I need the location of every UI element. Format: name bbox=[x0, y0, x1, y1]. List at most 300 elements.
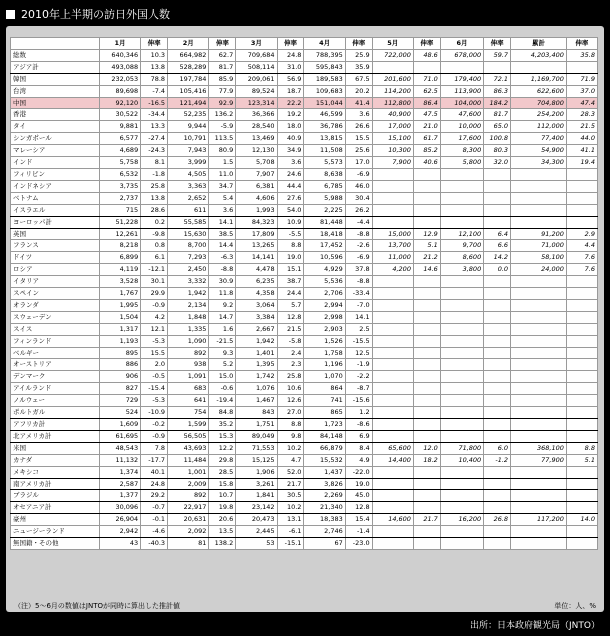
table-cell bbox=[413, 216, 440, 228]
row-label: 豪州 bbox=[11, 514, 100, 526]
table-cell: 56,505 bbox=[168, 430, 209, 442]
table-cell: 8.8 bbox=[277, 240, 304, 252]
table-cell: 18.0 bbox=[277, 121, 304, 133]
table-cell bbox=[566, 276, 597, 288]
table-cell: 11,000 bbox=[372, 252, 413, 264]
table-cell: 27.6 bbox=[277, 192, 304, 204]
table-cell: 5,988 bbox=[304, 192, 345, 204]
table-row bbox=[11, 204, 598, 216]
table-cell: 21.5 bbox=[277, 323, 304, 335]
row-label: 無国籍・その他 bbox=[11, 538, 100, 550]
table-cell bbox=[511, 61, 567, 73]
table-cell: 25.8 bbox=[141, 180, 168, 192]
table-cell bbox=[372, 192, 413, 204]
table-cell: -8.8 bbox=[209, 264, 236, 276]
table-cell: 729 bbox=[99, 395, 140, 407]
table-cell: 2,092 bbox=[168, 526, 209, 538]
table-cell: 1,758 bbox=[304, 347, 345, 359]
table-cell bbox=[566, 61, 597, 73]
table-cell: 641 bbox=[168, 395, 209, 407]
table-cell: 1,751 bbox=[236, 419, 277, 431]
table-cell: 1,942 bbox=[236, 335, 277, 347]
table-cell: 15,100 bbox=[372, 133, 413, 145]
table-row bbox=[11, 359, 598, 371]
table-cell bbox=[566, 538, 597, 550]
table-cell: -6.3 bbox=[209, 252, 236, 264]
table-cell: 67 bbox=[304, 538, 345, 550]
table-cell: 38.5 bbox=[209, 228, 236, 240]
table-cell bbox=[484, 192, 511, 204]
table-cell: 13.8 bbox=[141, 192, 168, 204]
table-row bbox=[11, 49, 598, 61]
table-cell bbox=[511, 383, 567, 395]
table-cell: 3.6 bbox=[209, 204, 236, 216]
table-cell: -10.9 bbox=[141, 407, 168, 419]
table-cell: 254,200 bbox=[511, 109, 567, 121]
table-cell: -7.0 bbox=[345, 299, 372, 311]
table-cell: 36,366 bbox=[236, 109, 277, 121]
table-cell: 1,599 bbox=[168, 419, 209, 431]
row-label: ベトナム bbox=[11, 192, 100, 204]
table-cell: 664,982 bbox=[168, 49, 209, 61]
table-cell bbox=[566, 347, 597, 359]
table-cell: 1,317 bbox=[99, 323, 140, 335]
table-cell bbox=[372, 407, 413, 419]
table-cell: -5.3 bbox=[141, 335, 168, 347]
table-cell: 5,800 bbox=[440, 157, 483, 169]
table-cell: 184.2 bbox=[484, 97, 511, 109]
row-label: アイルランド bbox=[11, 383, 100, 395]
table-cell: 12.0 bbox=[413, 442, 440, 454]
table-cell bbox=[484, 538, 511, 550]
row-label: ロシア bbox=[11, 264, 100, 276]
table-cell: 72.1 bbox=[484, 73, 511, 85]
table-cell: 26.2 bbox=[345, 204, 372, 216]
table-cell: 81.7 bbox=[209, 61, 236, 73]
table-cell: 15.0 bbox=[209, 371, 236, 383]
table-cell: 62.5 bbox=[413, 85, 440, 97]
table-cell: 20,473 bbox=[236, 514, 277, 526]
table-cell bbox=[413, 180, 440, 192]
table-cell bbox=[566, 216, 597, 228]
table-row bbox=[11, 85, 598, 97]
table-cell: 34.7 bbox=[209, 180, 236, 192]
table-cell bbox=[484, 407, 511, 419]
table-cell: 15.5 bbox=[141, 347, 168, 359]
table-cell: 151,044 bbox=[304, 97, 345, 109]
table-cell: 21.0 bbox=[413, 121, 440, 133]
table-cell: 5,708 bbox=[236, 157, 277, 169]
row-label: インド bbox=[11, 157, 100, 169]
table-cell bbox=[511, 216, 567, 228]
table-cell: 77,900 bbox=[511, 454, 567, 466]
table-cell: 2.3 bbox=[277, 359, 304, 371]
table-cell: -4.4 bbox=[345, 216, 372, 228]
table-cell: 1,395 bbox=[236, 359, 277, 371]
table-cell: 14.7 bbox=[209, 311, 236, 323]
table-cell bbox=[413, 311, 440, 323]
table-cell: 14.2 bbox=[484, 252, 511, 264]
table-cell: 1,767 bbox=[99, 288, 140, 300]
table-cell: 77.9 bbox=[209, 85, 236, 97]
table-cell bbox=[566, 192, 597, 204]
table-row bbox=[11, 180, 598, 192]
row-label: ノルウェー bbox=[11, 395, 100, 407]
table-cell bbox=[372, 371, 413, 383]
row-label: 北アメリカ計 bbox=[11, 430, 100, 442]
table-cell: 2,225 bbox=[304, 204, 345, 216]
table-cell: 6.1 bbox=[141, 252, 168, 264]
table-cell: 12.1 bbox=[141, 323, 168, 335]
row-label: インドネシア bbox=[11, 180, 100, 192]
table-cell: 2,998 bbox=[304, 311, 345, 323]
table-cell bbox=[372, 335, 413, 347]
table-cell: 46,599 bbox=[304, 109, 345, 121]
table-cell: 34,300 bbox=[511, 157, 567, 169]
table-cell: -7.4 bbox=[141, 85, 168, 97]
table-cell: 2,994 bbox=[304, 299, 345, 311]
table-cell: 40.1 bbox=[141, 466, 168, 478]
table-cell: 85.9 bbox=[209, 73, 236, 85]
table-cell: 741 bbox=[304, 395, 345, 407]
table-cell bbox=[413, 323, 440, 335]
table-row bbox=[11, 526, 598, 538]
table-row bbox=[11, 216, 598, 228]
table-cell: 5.2 bbox=[209, 359, 236, 371]
table-cell: 10,400 bbox=[440, 454, 483, 466]
table-cell: 26.8 bbox=[484, 514, 511, 526]
table-cell: 5,758 bbox=[99, 157, 140, 169]
table-cell: 3.6 bbox=[345, 109, 372, 121]
table-cell: 62.7 bbox=[209, 49, 236, 61]
table-cell: 36,786 bbox=[304, 121, 345, 133]
table-cell: 81 bbox=[168, 538, 209, 550]
footnote: （注）5～6月の数値はJNTOが同時に算出した推計値 bbox=[14, 602, 180, 610]
table-cell: 71.9 bbox=[566, 73, 597, 85]
table-cell: 10,791 bbox=[168, 133, 209, 145]
table-cell: 1,169,700 bbox=[511, 73, 567, 85]
table-cell: 14.1 bbox=[209, 216, 236, 228]
table-cell: 58,100 bbox=[511, 252, 567, 264]
table-cell: 14.1 bbox=[345, 311, 372, 323]
row-label: 米国 bbox=[11, 442, 100, 454]
table-cell: 1,335 bbox=[168, 323, 209, 335]
table-cell bbox=[440, 419, 483, 431]
table-cell: 0.8 bbox=[141, 240, 168, 252]
row-label: デンマーク bbox=[11, 371, 100, 383]
table-cell bbox=[511, 395, 567, 407]
table-cell: 13,700 bbox=[372, 240, 413, 252]
row-label: タイ bbox=[11, 121, 100, 133]
table-cell: 1.6 bbox=[209, 323, 236, 335]
table-cell: 678,000 bbox=[440, 49, 483, 61]
table-cell: -27.4 bbox=[141, 133, 168, 145]
table-cell: 2,903 bbox=[304, 323, 345, 335]
table-cell: 43,693 bbox=[168, 442, 209, 454]
table-cell: 71,000 bbox=[511, 240, 567, 252]
table-cell: 10,300 bbox=[372, 145, 413, 157]
table-cell: 11.8 bbox=[209, 288, 236, 300]
table-cell: -22.0 bbox=[345, 466, 372, 478]
table-cell: -6.1 bbox=[277, 526, 304, 538]
table-cell: 15,532 bbox=[304, 454, 345, 466]
table-cell bbox=[511, 466, 567, 478]
table-cell: 9,881 bbox=[99, 121, 140, 133]
header-cell: 伸率 bbox=[484, 38, 511, 50]
title-bar bbox=[6, 5, 170, 23]
table-cell bbox=[440, 371, 483, 383]
table-cell: -21.5 bbox=[209, 335, 236, 347]
table-cell: 1,401 bbox=[236, 347, 277, 359]
table-cell: 28,540 bbox=[236, 121, 277, 133]
table-cell bbox=[440, 323, 483, 335]
page-title: 2010年上半期の訪日外国人数 bbox=[21, 8, 170, 21]
table-cell bbox=[511, 478, 567, 490]
table-cell: 10.7 bbox=[209, 490, 236, 502]
table-cell: 12.8 bbox=[345, 502, 372, 514]
header-cell: 伸率 bbox=[566, 38, 597, 50]
table-cell bbox=[566, 383, 597, 395]
table-cell: -15.6 bbox=[345, 395, 372, 407]
table-cell: 4,200 bbox=[372, 264, 413, 276]
table-cell: 1.2 bbox=[345, 407, 372, 419]
table-cell: 6.9 bbox=[345, 430, 372, 442]
table-cell: 65,600 bbox=[372, 442, 413, 454]
table-cell bbox=[484, 276, 511, 288]
table-cell: 6.4 bbox=[484, 228, 511, 240]
table-cell: 65.0 bbox=[484, 121, 511, 133]
table-cell: 1,196 bbox=[304, 359, 345, 371]
table-cell: 91,200 bbox=[511, 228, 567, 240]
table-cell bbox=[511, 371, 567, 383]
table-cell: 13.8 bbox=[141, 61, 168, 73]
table-row bbox=[11, 466, 598, 478]
table-cell: 13.1 bbox=[277, 514, 304, 526]
table-cell: 40.6 bbox=[413, 157, 440, 169]
table-cell: 4,358 bbox=[236, 288, 277, 300]
table-cell: 14.4 bbox=[209, 240, 236, 252]
table-cell: 29.2 bbox=[141, 490, 168, 502]
table-cell: -5.9 bbox=[209, 121, 236, 133]
table-row bbox=[11, 371, 598, 383]
table-cell: 43 bbox=[99, 538, 140, 550]
table-cell: 80.3 bbox=[484, 145, 511, 157]
table-cell: 52.0 bbox=[277, 466, 304, 478]
table-cell bbox=[413, 335, 440, 347]
table-cell: 10.6 bbox=[277, 383, 304, 395]
table-cell: 2,652 bbox=[168, 192, 209, 204]
table-cell: -5.3 bbox=[141, 395, 168, 407]
title-square-icon bbox=[6, 10, 15, 19]
table-cell: 48.6 bbox=[413, 49, 440, 61]
table-cell: 2,746 bbox=[304, 526, 345, 538]
table-cell: 1,504 bbox=[99, 311, 140, 323]
table-cell: -24.3 bbox=[141, 145, 168, 157]
table-cell: 14,600 bbox=[372, 514, 413, 526]
table-cell bbox=[511, 407, 567, 419]
table-cell bbox=[413, 288, 440, 300]
table-cell bbox=[440, 180, 483, 192]
table-cell: 14.6 bbox=[413, 264, 440, 276]
table-cell: 92.9 bbox=[209, 97, 236, 109]
table-cell: 30.5 bbox=[277, 490, 304, 502]
table-cell bbox=[484, 395, 511, 407]
table-cell: 45.0 bbox=[345, 490, 372, 502]
table-cell: -8.7 bbox=[345, 383, 372, 395]
table-cell bbox=[566, 204, 597, 216]
table-cell: 1,467 bbox=[236, 395, 277, 407]
table-cell bbox=[566, 359, 597, 371]
row-label: カナダ bbox=[11, 454, 100, 466]
table-cell bbox=[511, 323, 567, 335]
table-cell bbox=[372, 168, 413, 180]
table-cell: 71,553 bbox=[236, 442, 277, 454]
table-cell: -17.7 bbox=[141, 454, 168, 466]
table-cell bbox=[484, 478, 511, 490]
table-cell: 4,689 bbox=[99, 145, 140, 157]
table-cell: 1,076 bbox=[236, 383, 277, 395]
table-cell: -12.1 bbox=[141, 264, 168, 276]
table-cell bbox=[372, 180, 413, 192]
table-cell: 138.2 bbox=[209, 538, 236, 550]
table-cell: 123,314 bbox=[236, 97, 277, 109]
table-cell bbox=[484, 299, 511, 311]
table-row bbox=[11, 419, 598, 431]
table-cell: 38.7 bbox=[277, 276, 304, 288]
table-cell: 12.6 bbox=[277, 395, 304, 407]
table-cell: 11,132 bbox=[99, 454, 140, 466]
table-cell: 31.0 bbox=[277, 61, 304, 73]
table-cell: 7,907 bbox=[236, 168, 277, 180]
table-cell: 5.1 bbox=[566, 454, 597, 466]
row-label: メキシコ bbox=[11, 466, 100, 478]
table-cell: 10.9 bbox=[277, 216, 304, 228]
table-cell bbox=[413, 466, 440, 478]
table-cell: 865 bbox=[304, 407, 345, 419]
table-cell: -0.9 bbox=[141, 299, 168, 311]
table-cell: 4.7 bbox=[277, 454, 304, 466]
table-cell: 9.3 bbox=[209, 347, 236, 359]
table-row bbox=[11, 323, 598, 335]
header-cell: 1月 bbox=[99, 38, 140, 50]
table-cell: 3,826 bbox=[304, 478, 345, 490]
header-cell: 2月 bbox=[168, 38, 209, 50]
table-row bbox=[11, 264, 598, 276]
table-cell: 20.2 bbox=[345, 85, 372, 97]
table-cell: 85.2 bbox=[413, 145, 440, 157]
table-cell bbox=[372, 216, 413, 228]
table-cell: 197,784 bbox=[168, 73, 209, 85]
table-cell: 827 bbox=[99, 383, 140, 395]
table-cell: 4,478 bbox=[236, 264, 277, 276]
table-cell bbox=[484, 466, 511, 478]
table-cell: 1,742 bbox=[236, 371, 277, 383]
table-cell bbox=[484, 383, 511, 395]
table-cell bbox=[413, 383, 440, 395]
row-label: スペイン bbox=[11, 288, 100, 300]
table-cell bbox=[440, 276, 483, 288]
table-cell bbox=[413, 478, 440, 490]
table-cell: 86.3 bbox=[484, 85, 511, 97]
header-cell: 4月 bbox=[304, 38, 345, 50]
row-label: オーストリア bbox=[11, 359, 100, 371]
table-cell: 10.2 bbox=[277, 502, 304, 514]
table-cell: 112,000 bbox=[511, 121, 567, 133]
table-cell: 19.0 bbox=[345, 478, 372, 490]
table-cell: 12.5 bbox=[345, 347, 372, 359]
table-cell: 6,381 bbox=[236, 180, 277, 192]
table-cell: 41.1 bbox=[566, 145, 597, 157]
table-cell bbox=[372, 288, 413, 300]
table-cell: 5.1 bbox=[413, 240, 440, 252]
table-row bbox=[11, 73, 598, 85]
table-row bbox=[11, 228, 598, 240]
table-cell: 44.4 bbox=[277, 180, 304, 192]
table-cell: -5.8 bbox=[277, 335, 304, 347]
table-cell: 89,049 bbox=[236, 430, 277, 442]
row-label: ヨーロッパ計 bbox=[11, 216, 100, 228]
table-cell: 3,735 bbox=[99, 180, 140, 192]
table-cell bbox=[372, 466, 413, 478]
table-cell bbox=[511, 502, 567, 514]
row-label: ベルギー bbox=[11, 347, 100, 359]
table-cell: 53 bbox=[236, 538, 277, 550]
table-cell: -4.6 bbox=[141, 526, 168, 538]
table-cell: 15.8 bbox=[209, 478, 236, 490]
row-label: フィンランド bbox=[11, 335, 100, 347]
table-cell bbox=[566, 478, 597, 490]
table-cell: 10.3 bbox=[141, 49, 168, 61]
table-cell: 4.9 bbox=[345, 454, 372, 466]
table-cell: 89,524 bbox=[236, 85, 277, 97]
table-cell: 10.2 bbox=[277, 442, 304, 454]
table-cell: 5.4 bbox=[209, 192, 236, 204]
table-cell: 524 bbox=[99, 407, 140, 419]
table-cell: 47,600 bbox=[440, 109, 483, 121]
table-cell bbox=[511, 276, 567, 288]
table-cell: 722,000 bbox=[372, 49, 413, 61]
table-cell bbox=[440, 288, 483, 300]
table-cell: 201,600 bbox=[372, 73, 413, 85]
table-cell bbox=[484, 430, 511, 442]
table-cell bbox=[372, 478, 413, 490]
table-cell bbox=[413, 204, 440, 216]
header-cell: 3月 bbox=[236, 38, 277, 50]
table-row bbox=[11, 383, 598, 395]
table-cell: 37.0 bbox=[566, 85, 597, 97]
table-cell: 40,900 bbox=[372, 109, 413, 121]
table-cell: 4,119 bbox=[99, 264, 140, 276]
table-cell: 6,899 bbox=[99, 252, 140, 264]
table-row bbox=[11, 490, 598, 502]
table-cell: 2,737 bbox=[99, 192, 140, 204]
table-cell: 12.8 bbox=[277, 311, 304, 323]
table-cell: 24,000 bbox=[511, 264, 567, 276]
table-cell bbox=[440, 430, 483, 442]
table-row bbox=[11, 514, 598, 526]
table-cell: 5.7 bbox=[277, 299, 304, 311]
row-label: オセアニア計 bbox=[11, 502, 100, 514]
table-cell: -0.7 bbox=[141, 502, 168, 514]
table-cell bbox=[484, 323, 511, 335]
header-cell bbox=[11, 38, 100, 50]
table-cell: 29.8 bbox=[209, 454, 236, 466]
table-cell: 25.8 bbox=[277, 371, 304, 383]
table-cell: 3,800 bbox=[440, 264, 483, 276]
table-cell: 5,573 bbox=[304, 157, 345, 169]
table-cell: 54,900 bbox=[511, 145, 567, 157]
table-row bbox=[11, 407, 598, 419]
